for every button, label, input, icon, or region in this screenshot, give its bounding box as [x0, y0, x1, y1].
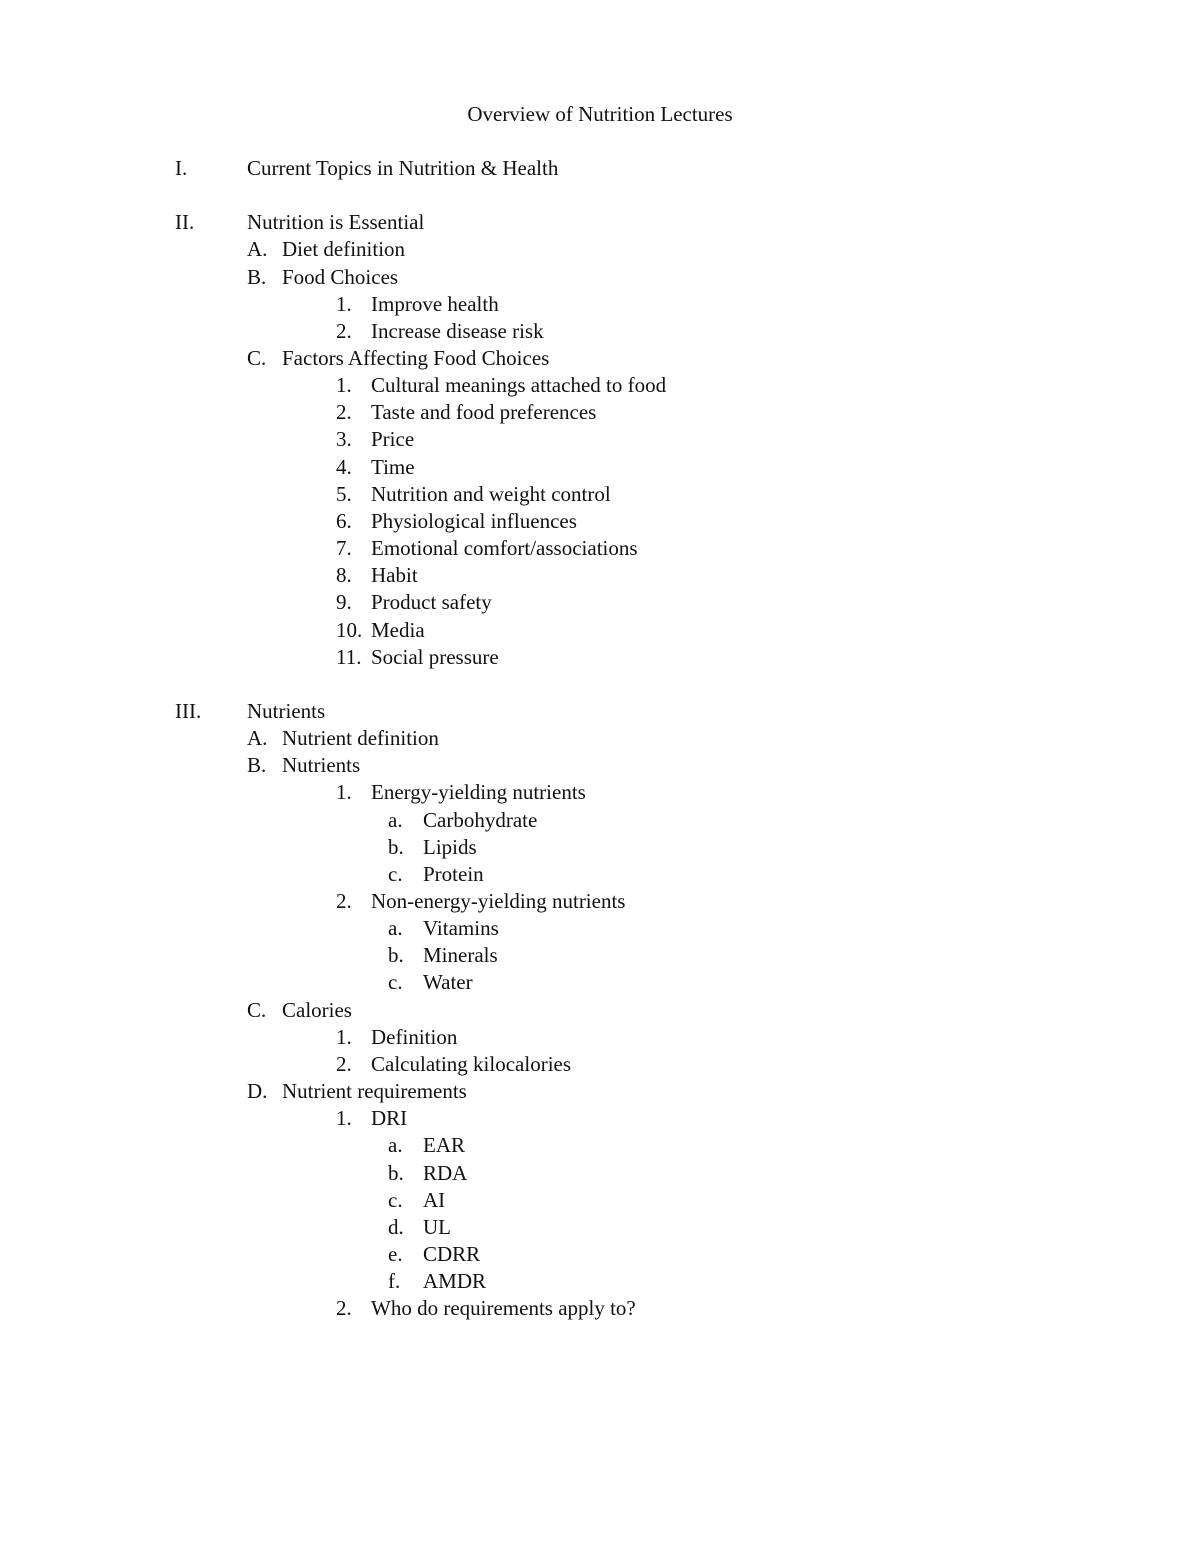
- outline-marker: a.: [388, 1133, 403, 1157]
- outline-text: Media: [371, 618, 425, 642]
- outline-marker: 5.: [336, 482, 352, 506]
- outline-marker: 4.: [336, 455, 352, 479]
- outline-text: Nutrition is Essential: [247, 210, 425, 234]
- outline-marker: d.: [388, 1215, 404, 1239]
- outline-text: Price: [371, 427, 415, 451]
- outline-text: Carbohydrate: [423, 808, 538, 832]
- outline-marker: A.: [247, 237, 268, 261]
- outline-text: CDRR: [423, 1242, 481, 1266]
- outline-text: Cultural meanings attached to food: [371, 373, 667, 397]
- page-title: Overview of Nutrition Lectures: [467, 102, 733, 126]
- outline-marker: f.: [388, 1269, 401, 1293]
- outline-marker: 2.: [336, 1052, 352, 1076]
- outline-marker: III.: [175, 699, 202, 723]
- outline-marker: 2.: [336, 319, 352, 343]
- outline-text: Factors Affecting Food Choices: [282, 346, 550, 370]
- outline-marker: b.: [388, 943, 404, 967]
- outline-marker: 7.: [336, 536, 352, 560]
- outline-marker: B.: [247, 753, 267, 777]
- outline-marker: b.: [388, 1161, 404, 1185]
- outline-text: Emotional comfort/associations: [371, 536, 638, 560]
- outline-marker: a.: [388, 808, 403, 832]
- outline-marker: 1.: [336, 780, 352, 804]
- outline-text: UL: [423, 1215, 451, 1239]
- outline-marker: B.: [247, 265, 267, 289]
- outline-marker: a.: [388, 916, 403, 940]
- outline-marker: 10.: [336, 618, 363, 642]
- outline-marker: 9.: [336, 590, 352, 614]
- outline-text: RDA: [423, 1161, 468, 1185]
- outline-text: Non-energy-yielding nutrients: [371, 889, 626, 913]
- outline-text: Energy-yielding nutrients: [371, 780, 586, 804]
- outline-text: Vitamins: [423, 916, 499, 940]
- outline-marker: e.: [388, 1242, 403, 1266]
- outline-marker: 2.: [336, 1296, 352, 1320]
- outline-text: Taste and food preferences: [371, 400, 597, 424]
- outline-text: Nutrients: [247, 699, 326, 723]
- outline-marker: 1.: [336, 1025, 352, 1049]
- outline-marker: I.: [175, 156, 188, 180]
- outline-text: Time: [371, 455, 415, 479]
- outline-text: Current Topics in Nutrition & Health: [247, 156, 559, 180]
- outline-text: Habit: [371, 563, 418, 587]
- outline-marker: D.: [247, 1079, 268, 1103]
- outline-text: AI: [423, 1188, 446, 1212]
- outline-text: Physiological influences: [371, 509, 577, 533]
- outline-text: Diet definition: [282, 237, 406, 261]
- outline-text: Calculating kilocalories: [371, 1052, 572, 1076]
- outline-marker: 11.: [336, 645, 362, 669]
- outline-text: Nutrients: [282, 753, 361, 777]
- outline-marker: 8.: [336, 563, 352, 587]
- outline-text: Definition: [371, 1025, 458, 1049]
- outline-text: Food Choices: [282, 265, 399, 289]
- outline-marker: 6.: [336, 509, 352, 533]
- outline-text: Nutrient requirements: [282, 1079, 467, 1103]
- outline-text: Increase disease risk: [371, 319, 544, 343]
- outline-marker: c.: [388, 862, 403, 886]
- outline-marker: c.: [388, 970, 403, 994]
- outline-marker: 2.: [336, 889, 352, 913]
- outline-text: Product safety: [371, 590, 492, 614]
- outline-text: EAR: [423, 1133, 465, 1157]
- outline-text: Nutrition and weight control: [371, 482, 611, 506]
- outline-text: Who do requirements apply to?: [371, 1296, 636, 1320]
- outline-marker: 1.: [336, 292, 352, 316]
- outline-marker: 2.: [336, 400, 352, 424]
- outline-text: Minerals: [423, 943, 498, 967]
- outline-text: Calories: [282, 998, 352, 1022]
- outline-text: Improve health: [371, 292, 499, 316]
- outline-text: Water: [423, 970, 473, 994]
- outline-marker: C.: [247, 346, 267, 370]
- outline-marker: c.: [388, 1188, 403, 1212]
- outline-marker: 1.: [336, 373, 352, 397]
- outline-marker: A.: [247, 726, 268, 750]
- outline-text: AMDR: [423, 1269, 487, 1293]
- outline-marker: C.: [247, 998, 267, 1022]
- outline-text: Nutrient definition: [282, 726, 439, 750]
- outline-marker: II.: [175, 210, 195, 234]
- outline-text: DRI: [371, 1106, 408, 1130]
- outline-text: Social pressure: [371, 645, 499, 669]
- outline-marker: 3.: [336, 427, 352, 451]
- outline-marker: b.: [388, 835, 404, 859]
- outline-text: Lipids: [423, 835, 477, 859]
- outline-marker: 1.: [336, 1106, 352, 1130]
- outline-text: Protein: [423, 862, 484, 886]
